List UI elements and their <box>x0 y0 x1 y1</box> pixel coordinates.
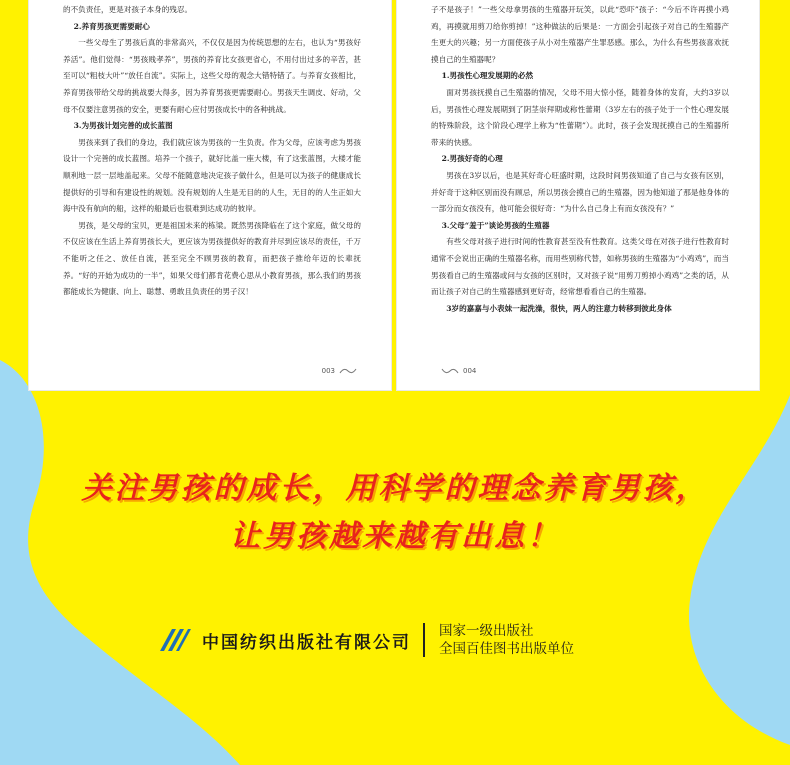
publisher-tags <box>439 622 574 658</box>
page-number-003: 003 <box>321 367 335 375</box>
paragraph: 男孩来到了我们的身边，我们就应该为男孩的一生负责。作为父母，应该考虑为男孩设计一个完善的成长蓝图。培养一个孩子，就好比盖一座大楼，有了这张蓝图，大楼才能顺利地一层一层地盖起来。父母不能随意地决定孩子做什么，但是可以为孩子的健康成长提供好的引导和有建设性的规划。没有规划的人生是无目的的人生，无目的的人生正如大海中没有航向的船，这样的船最后也很难到达成功的彼岸。 <box>63 137 361 214</box>
paragraph: 的不负责任，更是对孩子本身的残忍。 <box>63 5 193 14</box>
book-page-left <box>29 0 391 390</box>
right-page-text <box>431 2 729 317</box>
paragraph: 3岁的嘉嘉与小表妹一起洗澡，很快，两人的注意力转移到彼此身体 <box>446 303 672 313</box>
paragraph: 有些父母对孩子进行时间的性教育甚至没有性教育。这类父母在对孩子进行性教育时通常不会说出正确的生殖器名称，而用些别称代替，如称男孩的生殖器为“小鸡鸡”，而当男孩看自己的生殖器或问与女孩的区别时，又对孩子说“用剪刀剪掉小鸡鸡”之类的话，从而让孩子对自己的生殖器感到更好奇，经常想看看自己的生殖器。 <box>431 237 729 297</box>
slogan-line-2: 让男孩越来越有出息！ <box>230 519 560 554</box>
section-heading: 3.为男孩计划完善的成长蓝图 <box>73 121 173 131</box>
page-number-004: 004 <box>463 367 477 375</box>
page-number-right <box>441 366 476 376</box>
page-number-left <box>322 366 357 376</box>
publisher-divider <box>423 623 425 657</box>
section-heading: 2.男孩好奇的心理 <box>441 154 503 164</box>
paragraph: 一些父母生了男孩后真的非常高兴，不仅仅是因为传统思想的左右，也认为“男孩好养活”。他们觉得：“男孩贱孝养”，男孩的养育比女孩更省心，不用付出过多的辛苦，甚至可以“粗枝大叶”“放任自流”。实际上，这些父母的观念大错特错了。与养育女孩相比，养育男孩带给父母的挑战要大得多，因为养育男孩更需要耐心。男孩天生调皮、好动，父母不仅要注意男孩的安全，更要有耐心应付男孩成长中的各种挑战。 <box>63 38 361 114</box>
publisher-tag-top100: 全国百佳图书出版单位 <box>439 641 574 657</box>
paragraph: 男孩在3岁以后，也是其好奇心旺盛时期，这段时间男孩知道了自己与女孩有区别，并好奇于这种区别而没有顾忌，所以男孩会摸自己的生殖器，因为他知道了那是他身体的一部分而女孩没有，他可能会很好奇：“为什么自己身上有而女孩没有？” <box>431 170 729 214</box>
publisher-name: 中国纺织出版社有限公司 <box>202 632 411 653</box>
slogan-line-1: 关注男孩的成长，用科学的理念养育男孩， <box>81 471 709 506</box>
paragraph: 面对男孩抚摸自己生殖器的情况，父母不用大惊小怪，随着身体的发育，大约3岁以后，男孩性心理发展期到了阴茎崇拜期或称性蕾期（3岁左右的孩子处于一个性心理发展的特殊阶段，这个阶段心理学上称为“性蕾期”）。此时，孩子会发现抚摸自己的生殖器所带来的快感。 <box>431 87 729 147</box>
section-heading: 1.男孩性心理发展期的必然 <box>441 71 534 81</box>
paragraph: 子不是孩子！”一些父母拿男孩的生殖器开玩笑，以此“恐吓”孩子：“今后不许再摸小鸡鸡，再摸就用剪刀给你剪掉！”这种做法的后果是：一方面会引起孩子对自己的生殖器产生更大的兴趣；另一方面使孩子从小对生殖器产生罪恶感。那么，为什么有些男孩喜欢抚摸自己的生殖器呢？ <box>431 5 729 64</box>
section-heading: 2.养育男孩更需要耐心 <box>73 21 150 31</box>
section-heading: 3.父母“羞于”谈论男孩的生殖器 <box>441 220 550 230</box>
publisher-logo-icon <box>158 625 192 655</box>
publisher-block <box>158 622 574 658</box>
publisher-tag-national: 国家一级出版社 <box>439 623 534 639</box>
page-deco-icon <box>339 366 357 376</box>
paragraph: 男孩，是父母的宝贝，更是祖国未来的栋梁。既然男孩降临在了这个家庭，做父母的不仅应该在生活上养育男孩长大，更应该为男孩提供好的教育并尽到应该尽的责任，千万不能听之任之、放任自流，甚至完全不顾男孩的教育，而把孩子推给年迈的长辈抚养。“好的开始为成功的一半”，如果父母们都肯花费心思从小教育男孩，那么我们的男孩都能成长为健康、向上、聪慧、勇敢且负责任的男子汉！ <box>63 220 361 297</box>
left-page-text <box>63 2 361 301</box>
page-deco-icon <box>441 366 459 376</box>
book-page-right <box>397 0 759 390</box>
